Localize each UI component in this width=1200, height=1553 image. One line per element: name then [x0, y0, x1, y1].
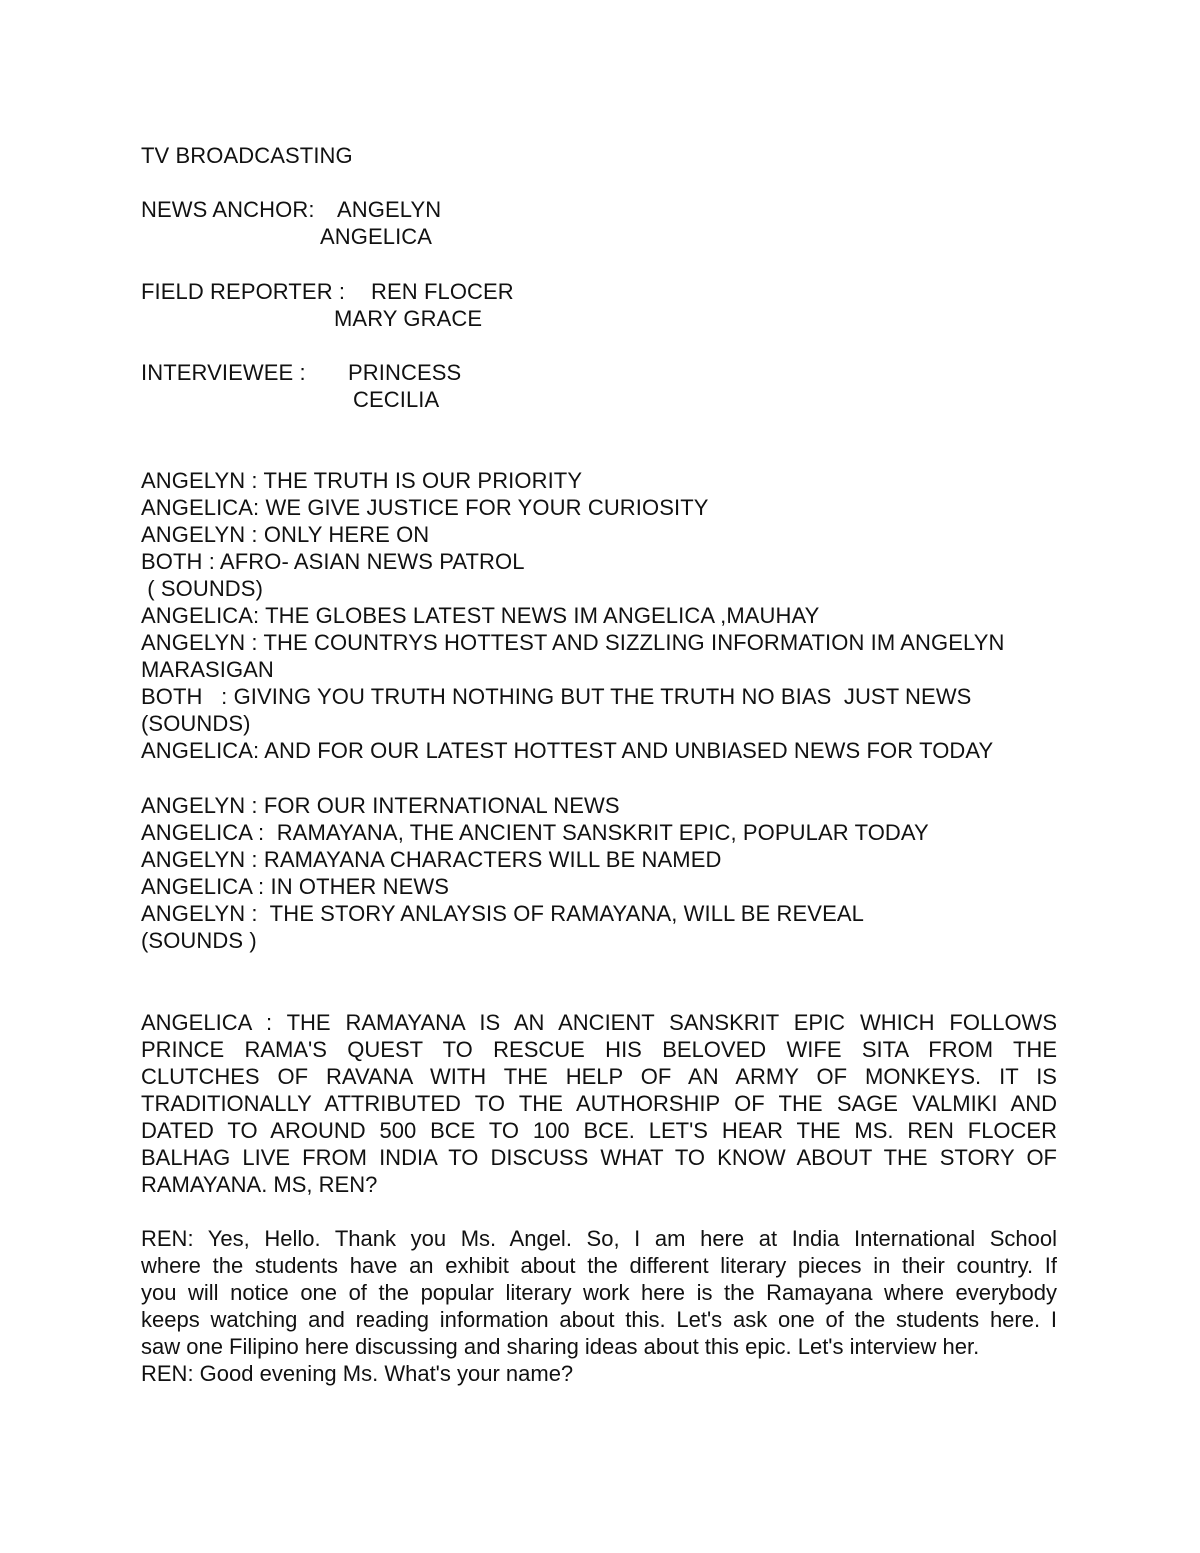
field-reporter-name-1: REN FLOCER: [371, 279, 514, 304]
headline-line: ANGELICA : IN OTHER NEWS: [141, 874, 450, 899]
interviewee-name-2: CECILIA: [353, 387, 440, 412]
paragraph-line: REN: Good evening Ms. What's your name?: [141, 1361, 574, 1386]
news-anchor-name-1: ANGELYN: [337, 197, 442, 222]
document-title: TV BROADCASTING: [141, 143, 353, 168]
headline-line: ANGELYN : THE STORY ANLAYSIS OF RAMAYANA, WILL BE REVEAL: [141, 901, 864, 926]
field-reporter-label: FIELD REPORTER :: [141, 279, 346, 304]
paragraph-line: TRADITIONALLY ATTRIBUTED TO THE AUTHORSHIP OF THE SAGE VALMIKI AND: [141, 1091, 1057, 1116]
paragraph-line: REN: Yes, Hello. Thank you Ms. Angel. So, I am here at India International School: [141, 1226, 1057, 1251]
interviewee-name-1: PRINCESS: [348, 360, 462, 385]
headline-line: ANGELYN : RAMAYANA CHARACTERS WILL BE NAMED: [141, 847, 722, 872]
headline-line: (SOUNDS ): [141, 928, 257, 953]
news-anchor-label: NEWS ANCHOR:: [141, 197, 315, 222]
paragraph-line: PRINCE RAMA'S QUEST TO RESCUE HIS BELOVED WIFE SITA FROM THE: [141, 1037, 1057, 1062]
news-anchor-name-2: ANGELICA: [320, 224, 433, 249]
paragraph-line: CLUTCHES OF RAVANA WITH THE HELP OF AN ARMY OF MONKEYS. IT IS: [141, 1064, 1057, 1089]
script-line: ANGELYN : THE COUNTRYS HOTTEST AND SIZZLING INFORMATION IM ANGELYN: [141, 630, 1005, 655]
script-line: ANGELICA: WE GIVE JUSTICE FOR YOUR CURIOSITY: [141, 495, 709, 520]
paragraph-line: you will notice one of the popular literary work here is the Ramayana where everybody: [141, 1280, 1057, 1305]
field-reporter-name-2: MARY GRACE: [334, 306, 483, 331]
reporter-paragraph: [141, 1225, 1057, 1387]
headline-line: ANGELICA : RAMAYANA, THE ANCIENT SANSKRIT EPIC, POPULAR TODAY: [141, 820, 929, 845]
interviewee-label: INTERVIEWEE :: [141, 360, 306, 385]
paragraph-line: DATED TO AROUND 500 BCE TO 100 BCE. LET'S HEAR THE MS. REN FLOCER: [141, 1118, 1057, 1143]
script-line: ANGELICA: AND FOR OUR LATEST HOTTEST AND UNBIASED NEWS FOR TODAY: [141, 738, 994, 763]
anchor-paragraph: [141, 1009, 1057, 1198]
paragraph-line: saw one Filipino here discussing and sharing ideas about this epic. Let's interview her.: [141, 1334, 980, 1359]
script-line: MARASIGAN: [141, 657, 274, 682]
script-line: ANGELYN : ONLY HERE ON: [141, 522, 430, 547]
paragraph-line: ANGELICA : THE RAMAYANA IS AN ANCIENT SANSKRIT EPIC WHICH FOLLOWS: [141, 1010, 1057, 1035]
paragraph-line: keeps watching and reading information about this. Let's ask one of the students here. I: [141, 1307, 1057, 1332]
script-line: BOTH : GIVING YOU TRUTH NOTHING BUT THE TRUTH NO BIAS JUST NEWS: [141, 684, 972, 709]
paragraph-line: RAMAYANA. MS, REN?: [141, 1172, 378, 1197]
headline-line: ANGELYN : FOR OUR INTERNATIONAL NEWS: [141, 793, 620, 818]
script-line: ANGELICA: THE GLOBES LATEST NEWS IM ANGELICA ,MAUHAY: [141, 603, 820, 628]
script-line: (SOUNDS): [141, 711, 251, 736]
paragraph-line: where the students have an exhibit about the different literary pieces in their country. If: [141, 1253, 1057, 1278]
paragraph-line: BALHAG LIVE FROM INDIA TO DISCUSS WHAT TO KNOW ABOUT THE STORY OF: [141, 1145, 1057, 1170]
script-line: ( SOUNDS): [141, 576, 263, 601]
script-line: BOTH : AFRO- ASIAN NEWS PATROL: [141, 549, 525, 574]
script-line: ANGELYN : THE TRUTH IS OUR PRIORITY: [141, 468, 583, 493]
